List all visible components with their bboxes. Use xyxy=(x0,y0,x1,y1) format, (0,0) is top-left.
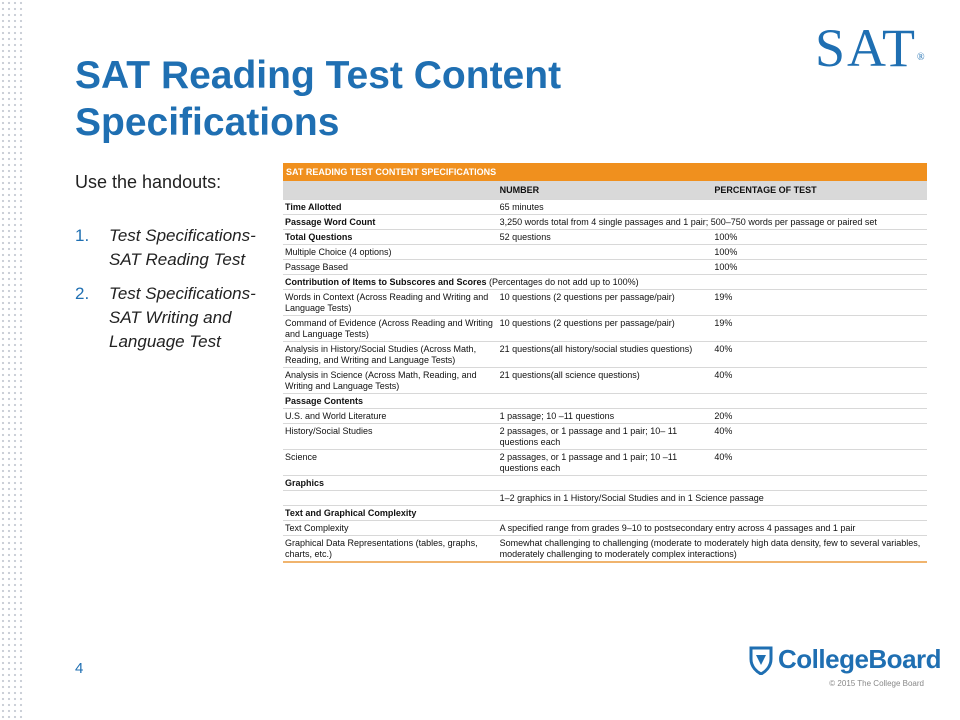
row-number: 21 questions(all science questions) xyxy=(498,368,713,394)
row-number: 10 questions (2 questions per passage/pair) xyxy=(498,316,713,342)
row-label: U.S. and World Literature xyxy=(283,409,498,424)
row-label: Analysis in Science (Across Math, Reading, and Writing and Language Tests) xyxy=(283,368,498,394)
row-label: Analysis in History/Social Studies (Across Math, Reading, and Writing and Language Tests) xyxy=(283,342,498,368)
table-row xyxy=(283,536,927,563)
handout-number: 1. xyxy=(75,226,90,245)
row-percentage: 19% xyxy=(712,290,927,316)
decorative-dot-strip xyxy=(0,0,26,720)
table-section-row xyxy=(283,476,927,491)
row-number: 21 questions(all history/social studies questions) xyxy=(498,342,713,368)
registered-mark: ® xyxy=(917,52,925,63)
section-heading xyxy=(283,275,927,290)
section-heading: Passage Contents xyxy=(283,394,927,409)
section-heading-note: (Percentages do not add up to 100%) xyxy=(486,277,639,287)
copyright-notice: © 2015 The College Board xyxy=(829,679,924,688)
table-row xyxy=(283,424,927,450)
row-number: 3,250 words total from 4 single passages and 1 pair; 500–750 words per passage or paired set xyxy=(498,215,927,230)
table-row xyxy=(283,521,927,536)
row-label: Passage Based xyxy=(283,260,498,275)
handout-number: 2. xyxy=(75,284,90,303)
section-heading-bold: Contribution of Items to Subscores and Scores xyxy=(285,277,487,287)
sat-logo xyxy=(815,18,925,78)
row-percentage xyxy=(712,200,927,215)
row-number: 1 passage; 10 –11 questions xyxy=(498,409,713,424)
row-label: Passage Word Count xyxy=(283,215,498,230)
row-percentage: 40% xyxy=(712,368,927,394)
handout-list xyxy=(75,224,265,364)
table-section-row xyxy=(283,275,927,290)
table-banner-row xyxy=(283,163,927,181)
row-label: Total Questions xyxy=(283,230,498,245)
header-percentage: PERCENTAGE OF TEST xyxy=(712,181,927,200)
row-number: 2 passages, or 1 passage and 1 pair; 10– 11 questions each xyxy=(498,424,713,450)
row-percentage: 19% xyxy=(712,316,927,342)
table-section-row xyxy=(283,506,927,521)
row-number: 10 questions (2 questions per passage/pair) xyxy=(498,290,713,316)
table-row xyxy=(283,260,927,275)
row-label: Command of Evidence (Across Reading and Writing and Language Tests) xyxy=(283,316,498,342)
table-row xyxy=(283,409,927,424)
row-number: Somewhat challenging to challenging (moderate to moderately high data density, few to several variables, moderately challenging to moderately complex interactions) xyxy=(498,536,927,563)
row-label: Time Allotted xyxy=(283,200,498,215)
content-specifications-table xyxy=(283,163,927,563)
row-percentage: 20% xyxy=(712,409,927,424)
row-label xyxy=(283,491,498,506)
handout-text: Test Specifications- SAT Reading Test xyxy=(109,226,256,269)
acorn-shield-icon xyxy=(748,645,774,675)
row-percentage: 100% xyxy=(712,245,927,260)
row-number: A specified range from grades 9–10 to postsecondary entry across 4 passages and 1 pair xyxy=(498,521,927,536)
row-number: 52 questions xyxy=(498,230,713,245)
section-heading: Text and Graphical Complexity xyxy=(283,506,927,521)
section-heading: Graphics xyxy=(283,476,927,491)
table-row xyxy=(283,215,927,230)
table-row xyxy=(283,368,927,394)
row-percentage: 40% xyxy=(712,450,927,476)
row-label: Words in Context (Across Reading and Writing and Language Tests) xyxy=(283,290,498,316)
college-board-logo xyxy=(748,644,941,675)
row-percentage: 40% xyxy=(712,342,927,368)
row-number: 1–2 graphics in 1 History/Social Studies and in 1 Science passage xyxy=(498,491,927,506)
row-label: Multiple Choice (4 options) xyxy=(283,245,498,260)
handout-item xyxy=(75,282,265,354)
table-header-row xyxy=(283,181,927,200)
table-row xyxy=(283,342,927,368)
row-percentage: 100% xyxy=(712,260,927,275)
row-number: 2 passages, or 1 passage and 1 pair; 10 –11 questions each xyxy=(498,450,713,476)
table-row xyxy=(283,290,927,316)
table-section-row xyxy=(283,394,927,409)
table-row xyxy=(283,316,927,342)
slide-title: SAT Reading Test Content Specifications xyxy=(75,54,562,144)
row-number: 65 minutes xyxy=(498,200,713,215)
row-label: Science xyxy=(283,450,498,476)
header-cell xyxy=(283,181,498,200)
handout-item xyxy=(75,224,265,272)
table-row xyxy=(283,230,927,245)
intro-text: Use the handouts: xyxy=(75,172,222,192)
row-percentage: 100% xyxy=(712,230,927,245)
row-number xyxy=(498,245,713,260)
row-label: History/Social Studies xyxy=(283,424,498,450)
row-number xyxy=(498,260,713,275)
table-row xyxy=(283,491,927,506)
handout-text: Test Specifications- SAT Writing and Language Test xyxy=(109,284,256,351)
row-percentage: 40% xyxy=(712,424,927,450)
row-label: Text Complexity xyxy=(283,521,498,536)
table-row xyxy=(283,450,927,476)
table-row xyxy=(283,245,927,260)
college-board-wordmark: CollegeBoard xyxy=(778,644,942,674)
table-banner: SAT READING TEST CONTENT SPECIFICATIONS xyxy=(283,163,927,181)
page-number: 4 xyxy=(75,660,84,677)
table-row xyxy=(283,200,927,215)
row-label: Graphical Data Representations (tables, graphs, charts, etc.) xyxy=(283,536,498,563)
sat-logo-text: SAT xyxy=(815,18,918,78)
header-number: NUMBER xyxy=(498,181,713,200)
